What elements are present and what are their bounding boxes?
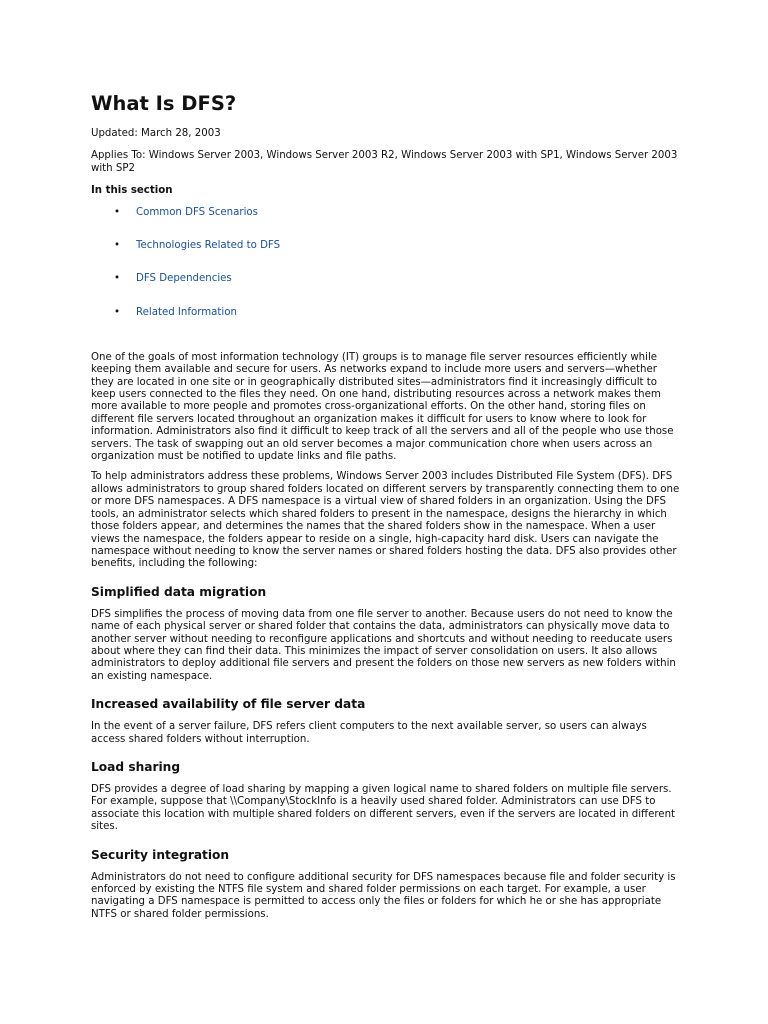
section-body: DFS provides a degree of load sharing by mapping a given logical name to shared folders on multiple file servers. For example, suppose that \\Company\StockInfo is a heavily used shared folder. Administrators can use DFS to associate this location with multiple shared folders on different servers, even if the servers are located in different sites. — [91, 783, 676, 833]
section-body: In the event of a server failure, DFS refers client computers to the next available server, so users can always access shared folders without interruption. — [91, 721, 647, 745]
section-link-list — [91, 207, 681, 340]
updated-date: Updated: March 28, 2003 — [91, 128, 221, 139]
section-heading: Simplified data migration — [91, 584, 267, 599]
bullet-icon: • — [114, 306, 121, 318]
toc-item-technologies — [91, 240, 681, 273]
link-dfs-dependencies[interactable]: DFS Dependencies — [136, 273, 232, 285]
section-body: DFS simplifies the process of moving data from one file server to another. Because users do not need to know the name of each physical server or shared folder that contains the data, administrators can physically move data to another server without needing to reconfigure applications and shortcuts and without needing to reeducate users about where they can find their data. This minimizes the impact of server consolidation on users. It also allows administrators to deploy additional file servers and present the folders on those new servers as new folders within an existing namespace. — [91, 608, 676, 682]
toc-item-common-scenarios — [91, 207, 681, 240]
section-heading: Increased availability of file server data — [91, 697, 366, 712]
intro-paragraph: One of the goals of most information technology (IT) groups is to manage file server resources efficiently while keeping them available and secure for users. As networks expand to include more users and servers—whether they are located in one site or in geographically distributed sites—administrators find it increasingly difficult to keep users connected to the files they need. On one hand, distributing resources across a network makes them more available to more people and promotes cross-organizational efforts. On the other hand, storing files on different file servers located throughout an organization makes it difficult for users to know where to look for information. Administrators also find it difficult to keep track of all the servers and all of the people who use those servers. The task of swapping out an old server becomes a major communication chore when users across an organization must be notified to update links and file paths. — [91, 351, 674, 463]
section-heading: Load sharing — [91, 759, 181, 774]
bullet-icon: • — [114, 239, 121, 251]
intro-paragraph: To help administrators address these problems, Windows Server 2003 includes Distributed File System (DFS). DFS allows administrators to group shared folders located on different servers by transparently connecting them to one or more DFS namespaces. A DFS namespace is a virtual view of shared folders in an organization. Using the DFS tools, an administrator selects which shared folders to present in the namespace, designs the hierarchy in which those folders appear, and determines the names that the shared folders show in the namespace. When a user views the namespace, the folders appear to reside on a single, high-capacity hard disk. Users can navigate the namespace without needing to know the server names or shared folders hosting the data. DFS also provides other benefits, including the following: — [91, 471, 680, 570]
page-title: What Is DFS? — [91, 92, 237, 115]
bullet-icon: • — [114, 273, 121, 285]
in-this-section-label: In this section — [91, 185, 173, 197]
toc-item-dependencies — [91, 273, 681, 306]
toc-item-related-information — [91, 307, 681, 340]
applies-to: Applies To: Windows Server 2003, Windows Server 2003 R2, Windows Server 2003 with SP1, Windows Server 2003 with SP2 — [91, 150, 678, 174]
section-heading: Security integration — [91, 847, 230, 862]
document-page — [91, 92, 681, 929]
bullet-icon: • — [114, 206, 121, 218]
section-body: Administrators do not need to configure additional security for DFS namespaces because file and folder security is enforced by existing the NTFS file system and shared folder permissions on each target. For example, a user navigating a DFS namespace is permitted to access only the files or folders for which he or she has appropriate NTFS or shared folder permissions. — [91, 871, 676, 920]
link-technologies-related-to-dfs[interactable]: Technologies Related to DFS — [136, 239, 281, 251]
link-common-dfs-scenarios[interactable]: Common DFS Scenarios — [136, 206, 258, 218]
link-related-information[interactable]: Related Information — [136, 306, 237, 318]
